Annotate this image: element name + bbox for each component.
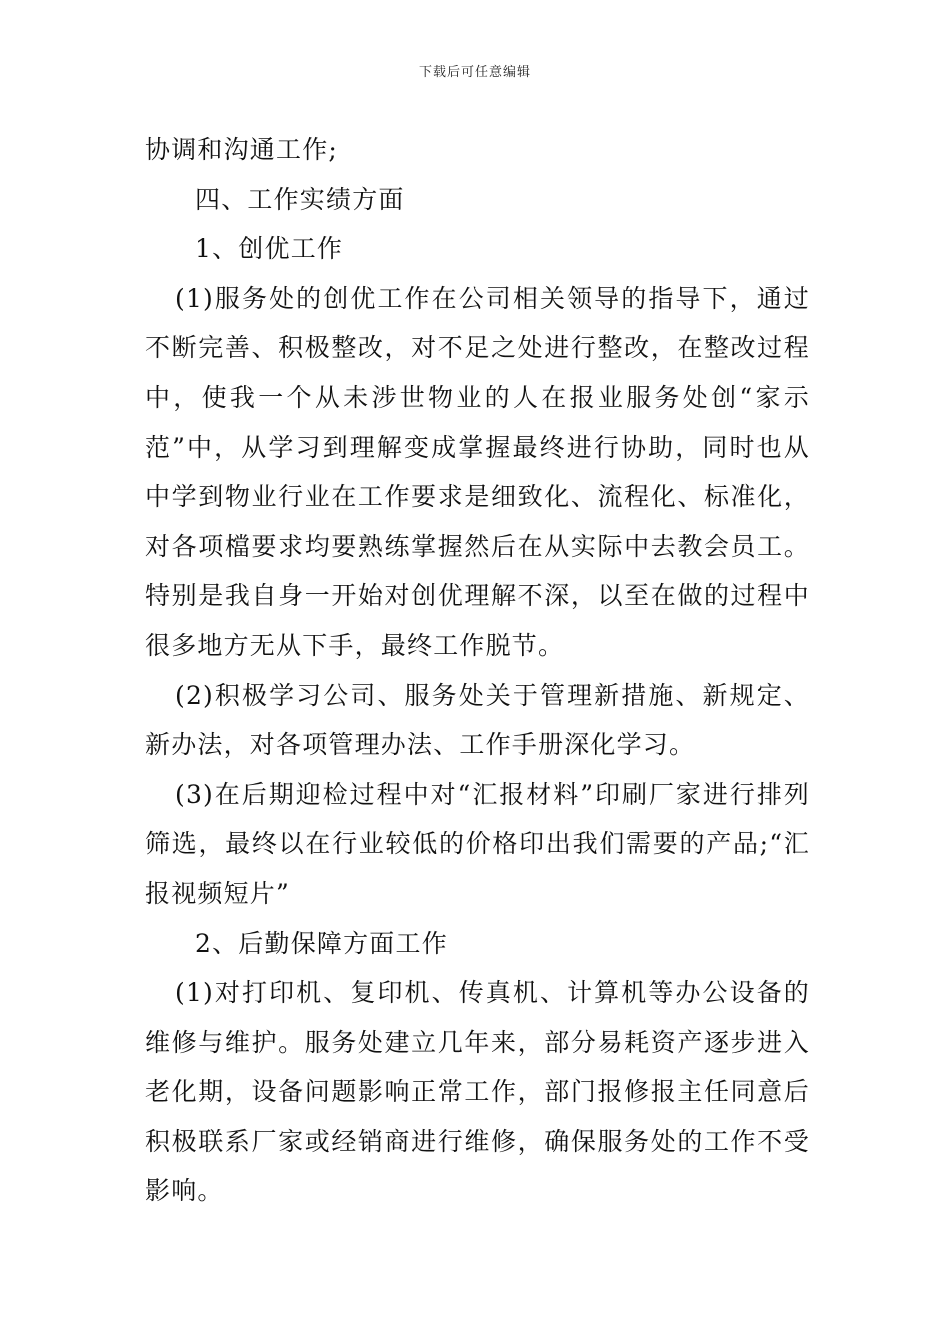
- document-body: [145, 125, 810, 1216]
- paragraph-item-2: (2)积极学习公司、服务处关于管理新措施、新规定、新办法，对各项管理办法、工作手册深化学习。: [145, 680, 810, 760]
- section-heading-work-achievements: 四、工作实绩方面: [195, 184, 405, 214]
- subheading-logistics-support: 2、后勤保障方面工作: [195, 928, 448, 958]
- subheading-excellence-work: 1、创优工作: [195, 234, 344, 264]
- paragraph-item-3: (3)在后期迎检过程中对“汇报材料”印刷厂家进行排列筛选，最终以在行业较低的价格印出我们需要的产品;“汇报视频短片”: [145, 779, 810, 908]
- paragraph-continuation: 协调和沟通工作;: [145, 135, 339, 164]
- paragraph-logistics-item-1: (1)对打印机、复印机、传真机、计算机等办公设备的维修与维护。服务处建立几年来，部分易耗资产逐步进入老化期，设备问题影响正常工作，部门报修报主任同意后积极联系厂家或经销商进行维修，确保服务处的工作不受影响。: [145, 978, 810, 1206]
- paragraph-item-1: (1)服务处的创优工作在公司相关领导的指导下，通过不断完善、积极整改，对不足之处进行整改，在整改过程中，使我一个从未涉世物业的人在报业服务处创“家示范”中，从学习到理解变成掌握最终进行协助，同时也从中学到物业行业在工作要求是细致化、流程化、标准化，对各项檔要求均要熟练掌握然后在从实际中去教会员工。特别是我自身一开始对创优理解不深，以至在做的过程中很多地方无从下手，最终工作脱节。: [145, 283, 810, 660]
- page-header: 下载后可任意编辑: [418, 65, 531, 80]
